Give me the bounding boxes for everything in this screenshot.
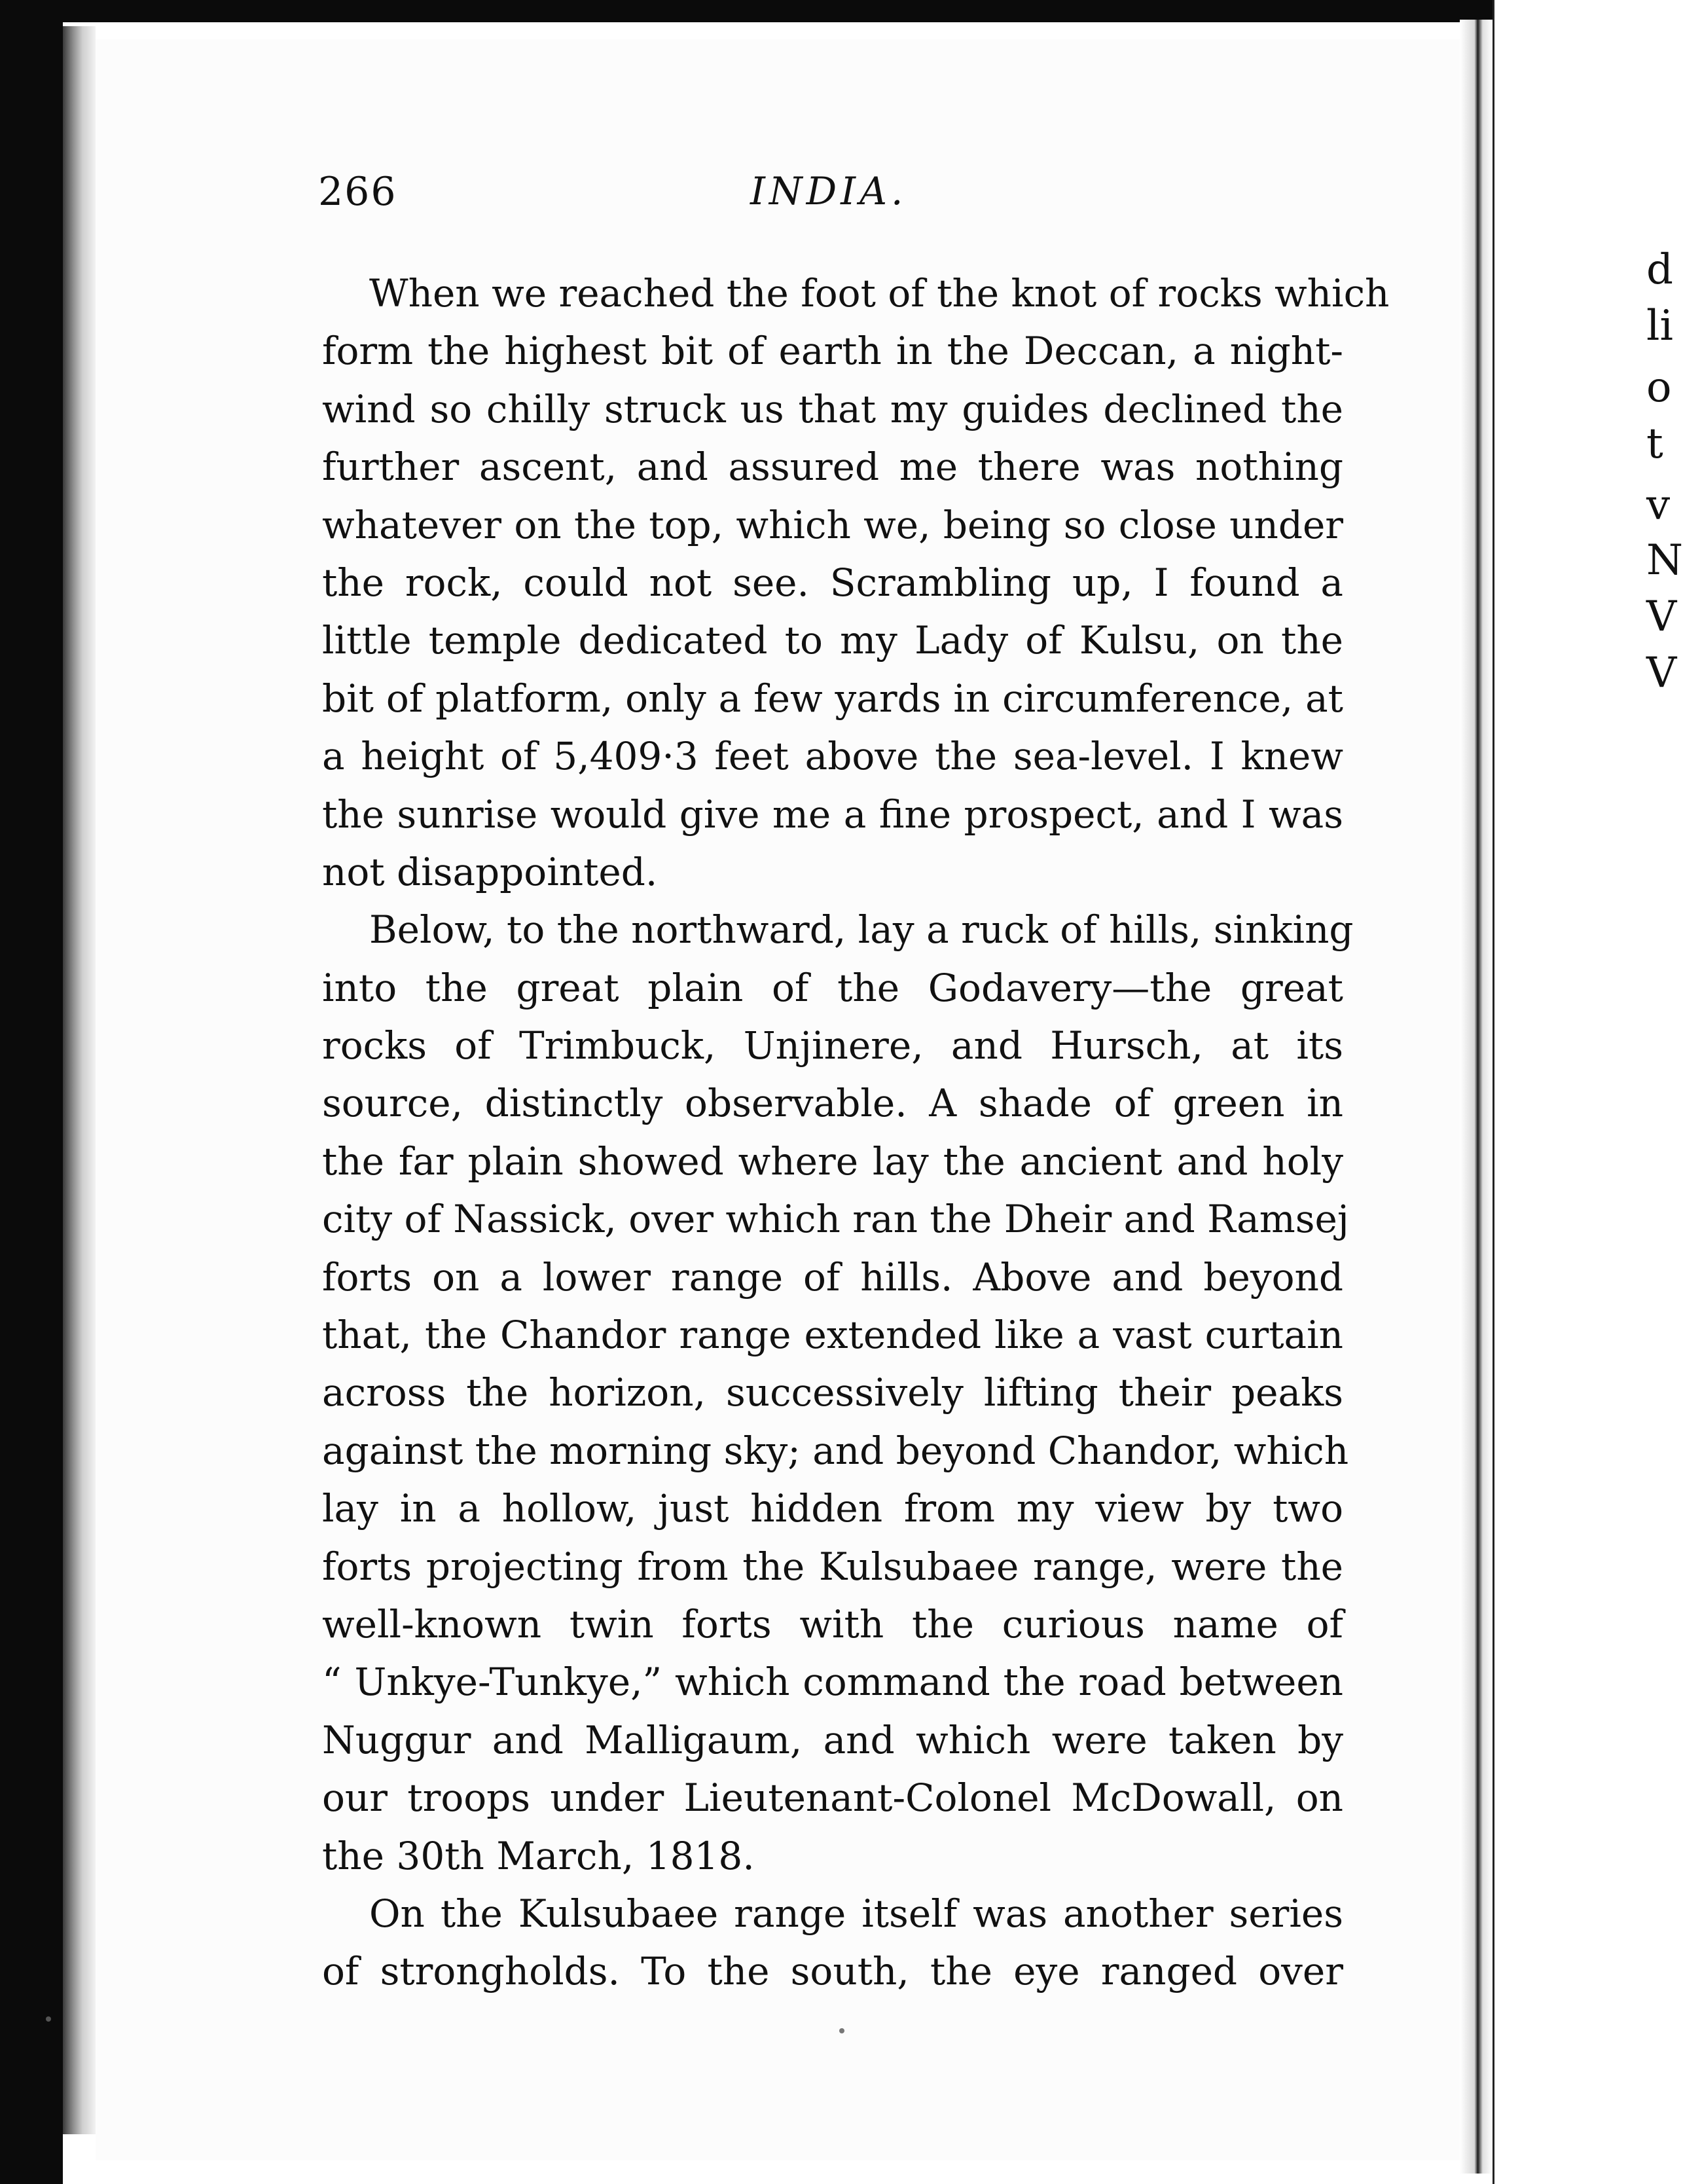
text-line: wind so chilly struck us that my guides declined the: [322, 386, 1343, 431]
text-line: well-known twin forts with the curious name of: [322, 1601, 1343, 1647]
text-line: city of Nassick, over which ran the Dheir and Ramsej: [322, 1197, 1349, 1242]
text-line: rocks of Trimbuck, Unjinere, and Hursch, at its: [322, 1023, 1343, 1068]
paragraph: [322, 1885, 1343, 2001]
text-line: not disappointed.: [322, 849, 658, 894]
text-line: lay in a hollow, just hidden from my view by two: [322, 1486, 1343, 1531]
book-binding: [0, 0, 63, 2184]
adjacent-page-fragment: V: [1646, 649, 1677, 697]
ink-speck: [46, 2016, 51, 2022]
running-head: [318, 169, 1352, 221]
page-number: 266: [318, 169, 397, 215]
adjacent-page-fragment: N: [1646, 536, 1683, 585]
text-line: bit of platform, only a few yards in circumference, at: [322, 676, 1343, 721]
text-line: the rock, could not see. Scrambling up, I found a: [322, 560, 1343, 605]
text-line: across the horizon, successively lifting their peaks: [322, 1370, 1343, 1415]
text-line: that, the Chandor range extended like a vast curtain: [322, 1313, 1343, 1358]
gutter-shadow: [1460, 20, 1493, 2174]
paragraph: [322, 901, 1354, 1885]
text-line: forts on a lower range of hills. Above and beyond: [322, 1254, 1343, 1300]
page-edge-shadow: [63, 26, 96, 2134]
body-text: [322, 264, 1390, 2001]
adjacent-page-fragment: o: [1646, 363, 1672, 412]
text-line: a height of 5,409·3 feet above the sea-level. I knew: [322, 734, 1343, 779]
ink-speck: [839, 2028, 844, 2033]
text-line: source, distinctly observable. A shade of green in: [322, 1081, 1343, 1126]
adjacent-page-fragment: d: [1646, 246, 1673, 294]
text-line: our troops under Lieutenant-Colonel McDowall, on: [322, 1775, 1343, 1821]
paragraph: [322, 264, 1390, 901]
text-line: whatever on the top, which we, being so close under: [322, 502, 1343, 547]
text-line: form the highest bit of earth in the Deccan, a night-: [322, 329, 1343, 374]
adjacent-page-fragment: V: [1646, 592, 1677, 641]
text-line: little temple dedicated to my Lady of Kulsu, on the: [322, 618, 1343, 663]
text-line: When we reached the foot of the knot of rocks which: [369, 271, 1390, 316]
text-line: Below, to the northward, lay a ruck of hills, sinking: [369, 907, 1354, 953]
text-line: the 30th March, 1818.: [322, 1833, 755, 1878]
text-line: into the great plain of the Godavery—the great: [322, 965, 1343, 1010]
text-line: forts projecting from the Kulsubaee range, were the: [322, 1544, 1343, 1589]
text-line: of strongholds. To the south, the eye ranged over: [322, 1949, 1343, 1994]
adjacent-page-fragment: v: [1646, 481, 1671, 530]
text-line: against the morning sky; and beyond Chandor, which: [322, 1428, 1349, 1473]
scan-top-border: [63, 0, 1493, 22]
text-line: the far plain showed where lay the ancient and holy: [322, 1138, 1343, 1184]
text-line: the sunrise would give me a fine prospect, and I was: [322, 792, 1343, 837]
adjacent-page-fragment: t: [1646, 420, 1663, 468]
running-title: INDIA.: [750, 169, 907, 213]
text-line: On the Kulsubaee range itself was another series: [369, 1891, 1343, 1936]
adjacent-page-fragment: li: [1646, 302, 1673, 350]
text-line: Nuggur and Malligaum, and which were taken by: [322, 1717, 1343, 1762]
text-line: further ascent, and assured me there was nothing: [322, 445, 1343, 490]
text-line: “ Unkye-Tunkye,” which command the road between: [322, 1660, 1343, 1705]
adjacent-page: [1493, 0, 1683, 2184]
